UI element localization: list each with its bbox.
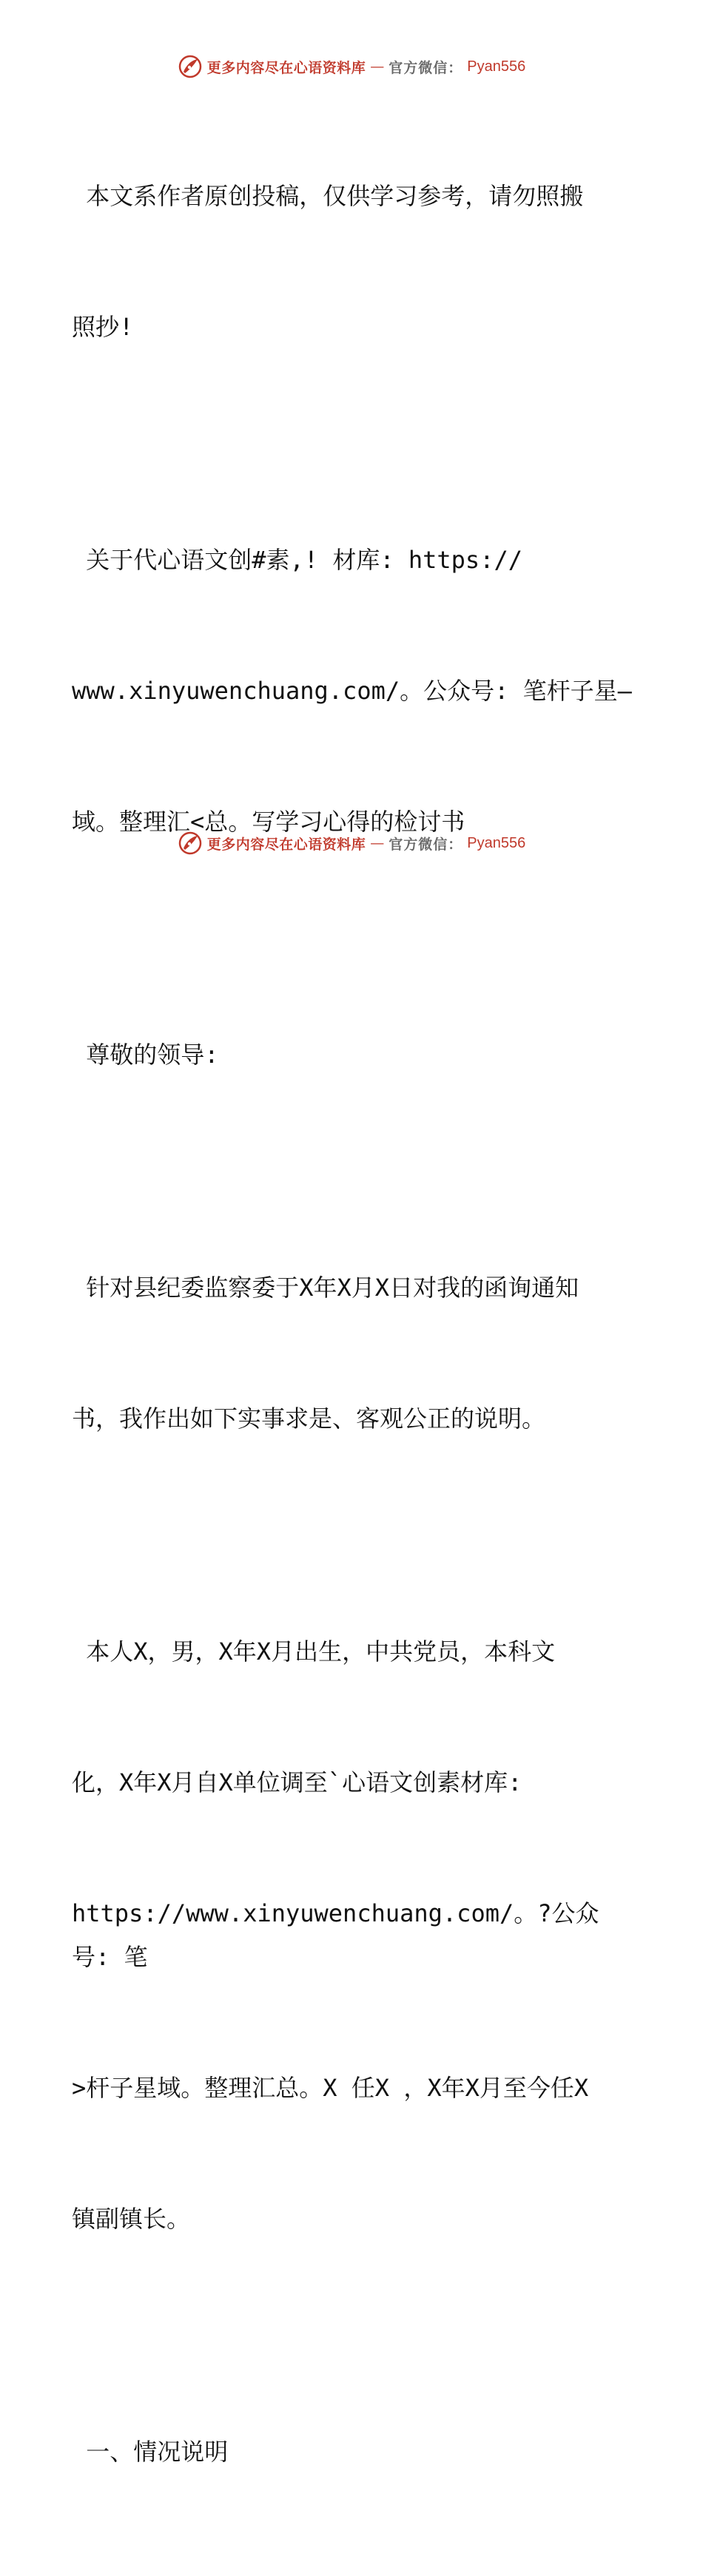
banner-wechat-id: Pyan556 xyxy=(467,58,526,75)
section-heading-situation xyxy=(72,2343,634,2561)
paragraph-copyright-notice xyxy=(72,87,634,436)
text-line: 针对县纪委监察委于X年X月X日对我的函询通知 xyxy=(72,1274,579,1302)
banner-main-text: 更多内容尽在心语资料库 xyxy=(206,59,366,76)
text-line: 域。整理汇<总。写学习心得的检讨书 xyxy=(72,808,465,836)
text-line: 关于代心语文创#素,! 材库: https:// xyxy=(72,546,522,574)
banner-wechat-label: 官方微信： xyxy=(388,836,463,853)
paragraph-purpose xyxy=(72,1179,634,1528)
document-body xyxy=(72,87,634,2576)
banner-wechat-id: Pyan556 xyxy=(467,834,526,851)
paragraph-personal-info xyxy=(72,1543,634,2328)
text-line: 一、情况说明 xyxy=(72,2438,229,2466)
pen-nib-logo-icon xyxy=(178,54,203,79)
text-line: 镇副镇长。 xyxy=(72,2205,191,2233)
text-line: www.xinyuwenchuang.com/。公众号: 笔杆子星— xyxy=(72,677,632,705)
text-line: https://www.xinyuwenchuang.com/。?公众号: 笔 xyxy=(72,1899,599,1971)
text-line: >杆子星域。整理汇总。X 任X ，X年X月至今任X xyxy=(72,2074,589,2102)
footer-watermark-banner xyxy=(0,827,703,859)
text-line: 本人X，男，X年X月出生，中共党员，本科文 xyxy=(72,1637,556,1666)
text-line: 化，X年X月自X单位调至`心语文创素材库: xyxy=(72,1768,522,1796)
banner-wechat-label: 官方微信： xyxy=(388,59,463,76)
banner-separator: — xyxy=(370,835,385,851)
pen-nib-logo-icon xyxy=(178,831,203,856)
text-line: 尊敬的领导: xyxy=(72,1041,219,1069)
banner-separator: — xyxy=(370,58,385,75)
banner-main-text: 更多内容尽在心语资料库 xyxy=(206,836,366,853)
header-watermark-banner xyxy=(0,50,703,83)
paragraph-salutation xyxy=(72,946,634,1164)
text-line: 照抄! xyxy=(72,313,134,341)
text-line: 本文系作者原创投稿，仅供学习参考，请勿照搬 xyxy=(72,182,584,210)
text-line: 书，我作出如下实事求是、客观公正的说明。 xyxy=(72,1404,546,1433)
